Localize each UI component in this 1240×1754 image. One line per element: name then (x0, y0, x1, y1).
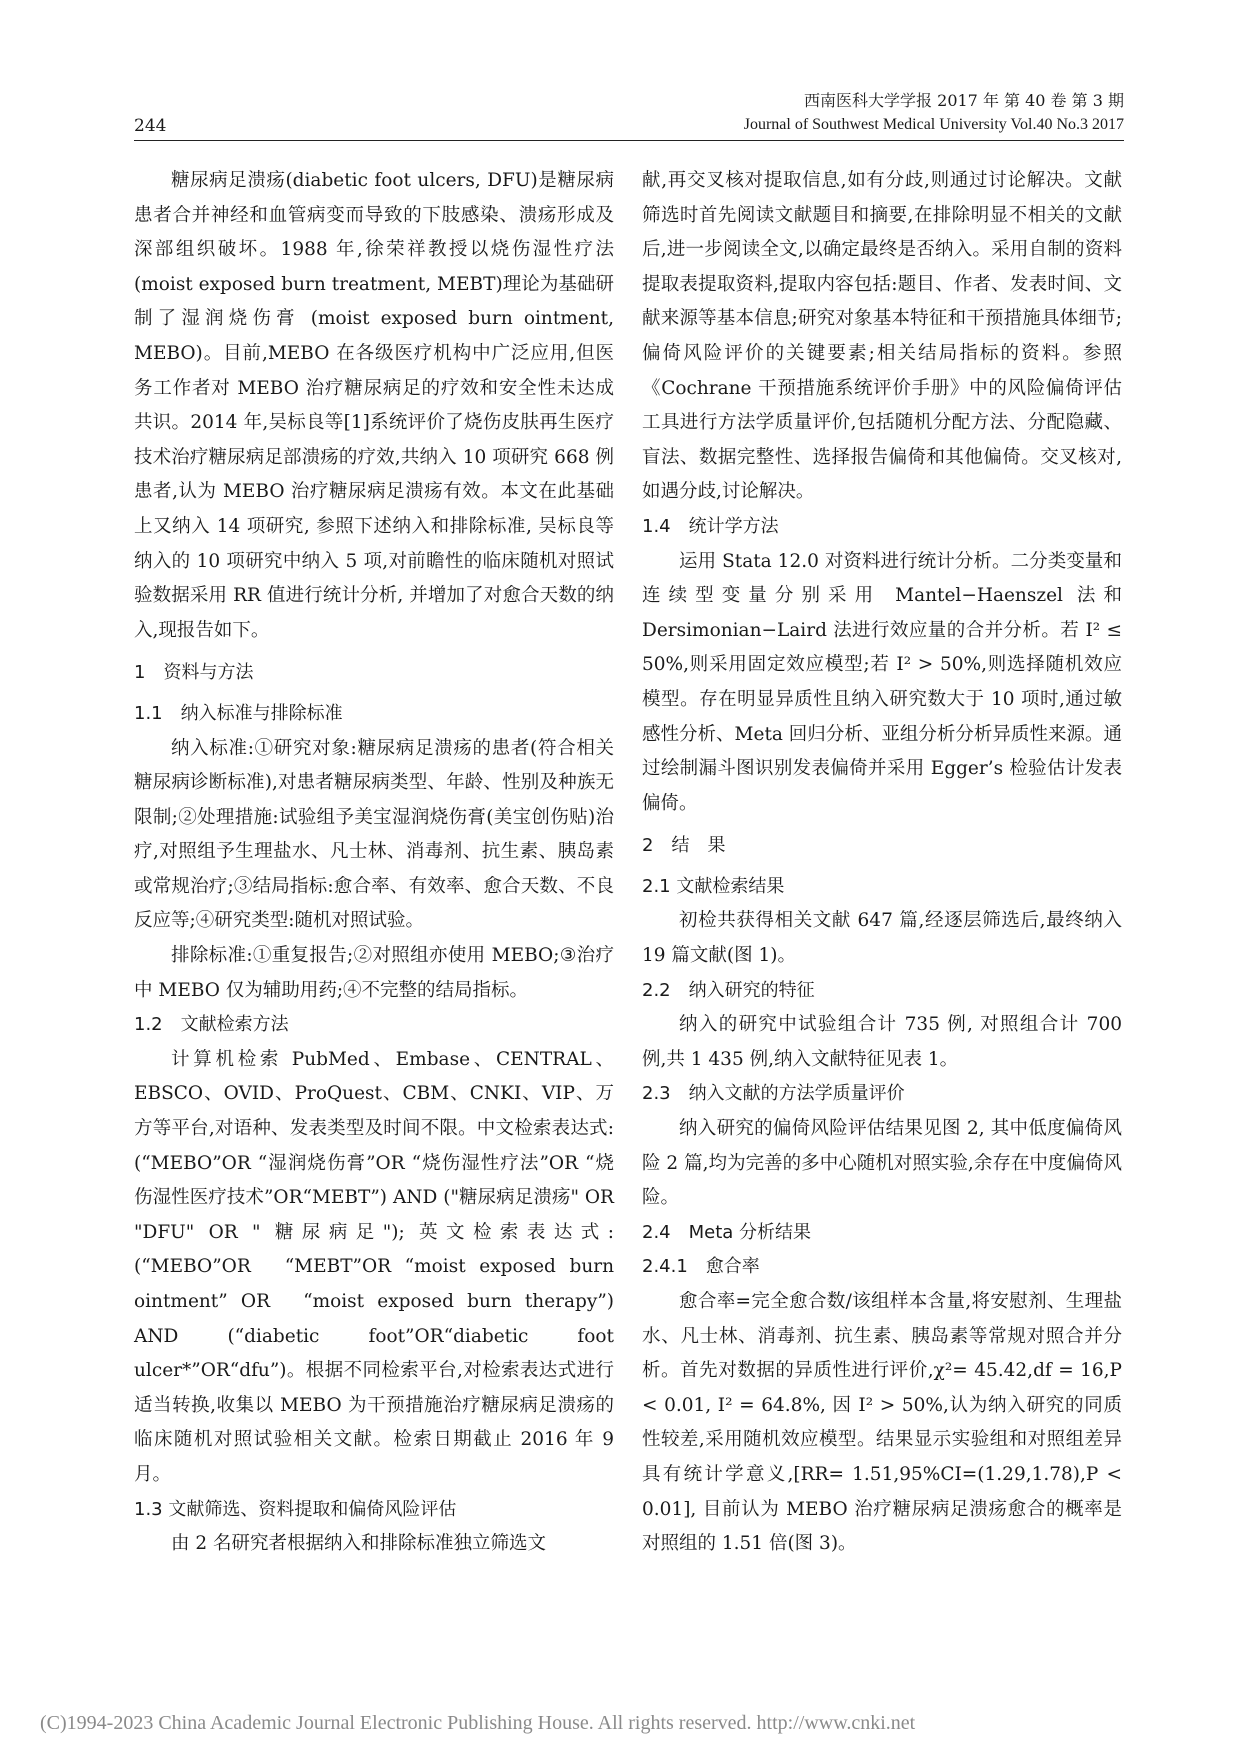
subsection-heading-2-3: 2.3 纳入文献的方法学质量评价 (642, 1083, 905, 1105)
subsection-heading-2-4-1: 2.4.1 愈合率 (642, 1256, 760, 1278)
healing-rate-paragraph: 愈合率=完全愈合数/该组样本含量,将安慰剂、生理盐水、凡士林、消毒剂、抗生素、胰岛素等常规对照合并分析。首先对数据的异质性进行评价,χ²= 45.42,df = 16,P < 0.01, I² = 64.8%, 因 I² > 50%,认为纳入研究的同质性较差,采用随机效应模型。结果显示实验组和对照组差异具有统计学意义,[RR= 1.51,95%CI=(1.29,1.78),P < 0.01], 目前认为 MEBO 治疗糖尿病足溃疡愈合的概率是对照组的 1.51 倍(图 3)。 (642, 1291, 1122, 1555)
subsection-heading-2-4: 2.4 Meta 分析结果 (642, 1221, 812, 1243)
subsection-heading-2-1: 2.1 文献检索结果 (642, 875, 785, 897)
exclusion-criteria-paragraph: 排除标准:①重复报告;②对照组亦使用 MEBO;③治疗中 MEBO 仅为辅助用药;④不完整的结局指标。 (134, 945, 614, 1001)
header-divider (134, 140, 1124, 141)
section-heading-1: 1 资料与方法 (134, 662, 254, 684)
right-column (642, 164, 1122, 1562)
search-method-paragraph: 计算机检索 PubMed、Embase、CENTRAL、EBSCO、OVID、ProQuest、CBM、CNKI、VIP、万方等平台,对语种、发表类型及时间不限。中文检索表达式:(“MEBO”OR “湿润烧伤膏”OR “烧伤湿性疗法”OR “烧伤湿性医疗技术”OR“MEBT”) AND ("糖尿病足溃疡" OR "DFU" OR " 糖尿病足"); 英文检索表达式:(“MEBO”OR “MEBT”OR “moist exposed burn ointment” OR “moist exposed burn therapy”) AND (“diabetic foot”OR“diabetic foot ulcer*”OR“dfu”)。根据不同检索平台,对检索表达式进行适当转换,收集以 MEBO 为干预措施治疗糖尿病足溃疡的临床随机对照试验相关文献。检索日期截止 2016 年 9 月。 (134, 1048, 614, 1485)
section-heading-2: 2 结 果 (642, 835, 726, 857)
journal-title-english: Journal of Southwest Medical University Vol.40 No.3 2017 (743, 116, 1124, 133)
screening-paragraph-start: 由 2 名研究者根据纳入和排除标准独立筛选文 (171, 1533, 547, 1555)
study-characteristics-paragraph: 纳入的研究中试验组合计 735 例, 对照组合计 700 例,共 1 435 例,纳入文献特征见表 1。 (642, 1014, 1122, 1070)
statistics-paragraph: 运用 Stata 12.0 对资料进行统计分析。二分类变量和连续型变量分别采用 Mantel−Haenszel 法和 Dersimonian−Laird 法进行效应量的合并分析。若 I² ≤ 50%,则采用固定效应模型;若 I² > 50%,则选择随机效应模型。存在明显异质性且纳入研究数大于 10 项时,通过敏感性分析、Meta 回归分析、亚组分析分析异质性来源。通过绘制漏斗图识别发表偏倚并采用 Egger’s 检验估计发表偏倚。 (642, 550, 1122, 814)
page-number: 244 (134, 116, 167, 136)
left-column (134, 164, 614, 1562)
journal-title-chinese: 西南医科大学学报 2017 年 第 40 卷 第 3 期 (804, 91, 1124, 110)
intro-paragraph: 糖尿病足溃疡(diabetic foot ulcers, DFU)是糖尿病患者合并神经和血管病变而导致的下肢感染、溃疡形成及深部组织破坏。1988 年,徐荣祥教授以烧伤湿性疗法(moist exposed burn treatment, MEBT)理论为基础研制了湿润烧伤膏 (moist exposed burn ointment, MEBO)。目前,MEBO 在各级医疗机构中广泛应用,但医务工作者对 MEBO 治疗糖尿病足的疗效和安全性未达成共识。2014 年,吴标良等[1]系统评价了烧伤皮肤再生医疗技术治疗糖尿病足部溃疡的疗效,共纳入 10 项研究 668 例患者,认为 MEBO 治疗糖尿病足溃疡有效。本文在此基础上又纳入 14 项研究, 参照下述纳入和排除标准, 吴标良等纳入的 10 项研究中纳入 5 项,对前瞻性的临床随机对照试验数据采用 RR 值进行统计分析, 并增加了对愈合天数的纳入,现报告如下。 (134, 170, 614, 641)
running-header (134, 88, 1124, 144)
inclusion-criteria-paragraph: 纳入标准:①研究对象:糖尿病足溃疡的患者(符合相关糖尿病诊断标准),对患者糖尿病类型、年龄、性别及种族无限制;②处理措施:试验组予美宝湿润烧伤膏(美宝创伤贴)治疗,对照组予生理盐水、凡士林、消毒剂、抗生素、胰岛素或常规治疗;③结局指标:愈合率、有效率、愈合天数、不良反应等;④研究类型:随机对照试验。 (134, 737, 614, 932)
copyright-footer: (C)1994-2023 China Academic Journal Electronic Publishing House. All rights reserved. http://www.cnki.net (40, 1712, 916, 1734)
subsection-heading-1-4: 1.4 统计学方法 (642, 515, 779, 537)
screening-paragraph-continued: 献,再交叉核对提取信息,如有分歧,则通过讨论解决。文献筛选时首先阅读文献题目和摘要,在排除明显不相关的文献后,进一步阅读全文,以确定最终是否纳入。采用自制的资料提取表提取资料,提取内容包括:题目、作者、发表时间、文献来源等基本信息;研究对象基本特征和干预措施具体细节;偏倚风险评价的关键要素;相关结局指标的资料。参照《Cochrane 干预措施系统评价手册》中的风险偏倚评估工具进行方法学质量评价,包括随机分配方法、分配隐藏、盲法、数据完整性、选择报告偏倚和其他偏倚。交叉核对,如遇分歧,讨论解决。 (642, 170, 1122, 503)
subsection-heading-1-1: 1.1 纳入标准与排除标准 (134, 702, 343, 724)
subsection-heading-2-2: 2.2 纳入研究的特征 (642, 979, 815, 1001)
search-results-paragraph: 初检共获得相关文献 647 篇,经逐层筛选后,最终纳入 19 篇文献(图 1)。 (642, 910, 1122, 967)
subsection-heading-1-2: 1.2 文献检索方法 (134, 1014, 289, 1036)
quality-assessment-paragraph: 纳入研究的偏倚风险评估结果见图 2, 其中低度偏倚风险 2 篇,均为完善的多中心随机对照实验,余存在中度偏倚风险。 (642, 1118, 1122, 1209)
subsection-heading-1-3: 1.3 文献筛选、资料提取和偏倚风险评估 (134, 1498, 457, 1520)
